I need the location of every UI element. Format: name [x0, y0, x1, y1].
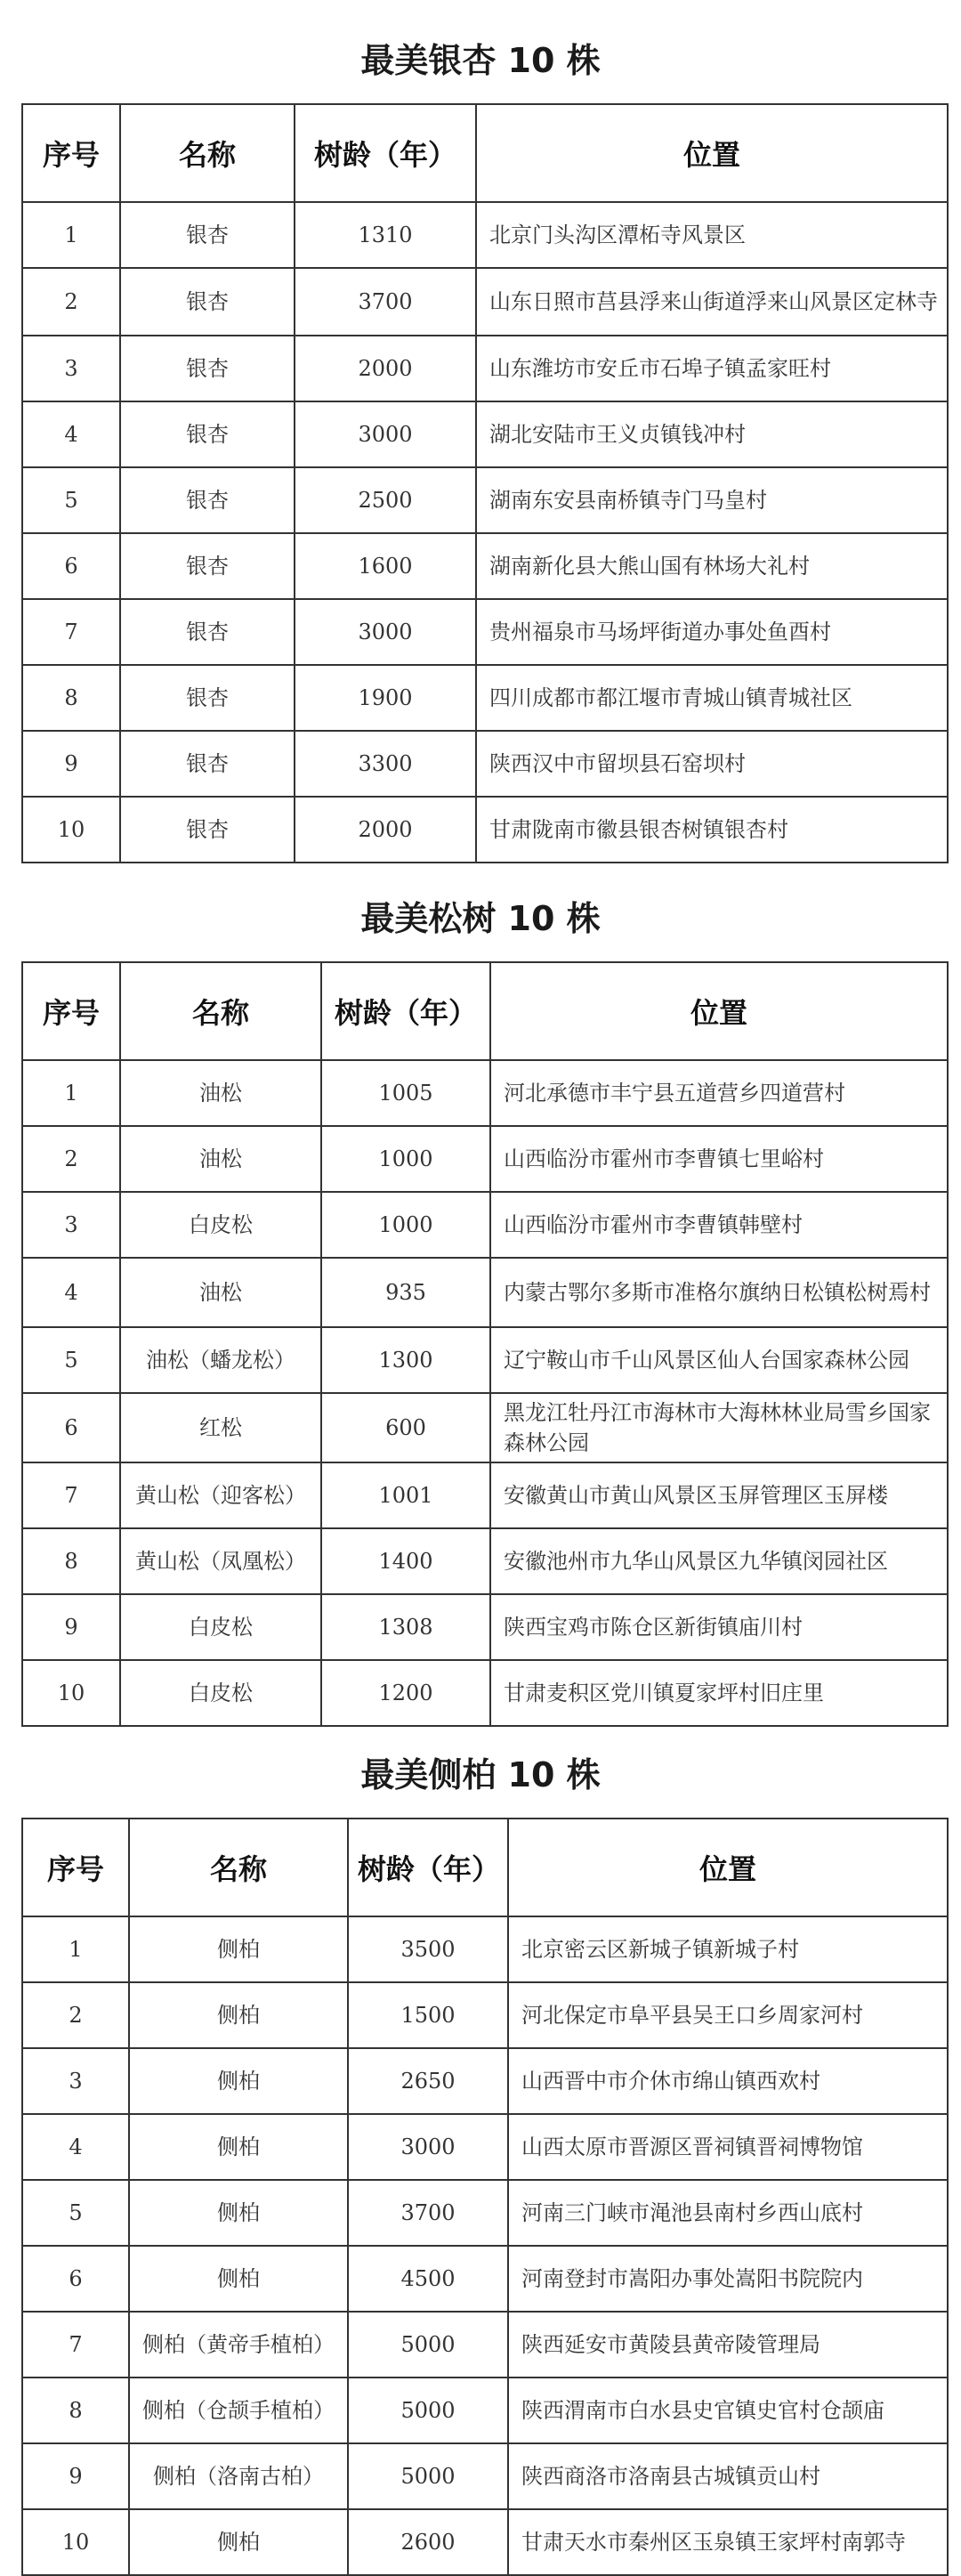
table-row — [22, 2378, 948, 2443]
cell-age: 3300 — [295, 731, 476, 797]
table-row — [22, 2246, 948, 2312]
cell-location: 山西太原市晋源区晋祠镇晋祠博物馆 — [508, 2114, 948, 2180]
section-title: 最美银杏 10 株 — [360, 41, 601, 80]
cell-location: 山西晋中市介休市绵山镇西欢村 — [508, 2048, 948, 2114]
header-name: 名称 — [120, 104, 295, 202]
cell-age: 2650 — [348, 2048, 508, 2114]
platycladus-table — [21, 1818, 949, 2576]
header-index: 序号 — [22, 1819, 129, 1916]
cell-age: 2600 — [348, 2509, 508, 2575]
cell-name: 油松 — [120, 1060, 321, 1126]
cell-name: 侧柏 — [129, 2048, 348, 2114]
table-row — [22, 202, 948, 268]
table-row — [22, 1982, 948, 2048]
table-row — [22, 401, 948, 467]
cell-age: 1001 — [321, 1462, 490, 1528]
table-row — [22, 2312, 948, 2378]
cell-index: 6 — [22, 2246, 129, 2312]
cell-age: 1005 — [321, 1060, 490, 1126]
cell-location: 陕西延安市黄陵县黄帝陵管理局 — [508, 2312, 948, 2378]
header-location: 位置 — [490, 962, 948, 1060]
cell-age: 1200 — [321, 1660, 490, 1726]
cell-index: 4 — [22, 1258, 120, 1327]
cell-index: 9 — [22, 731, 120, 797]
cell-location: 河北保定市阜平县吴王口乡周家河村 — [508, 1982, 948, 2048]
cell-name: 黄山松（凤凰松） — [120, 1528, 321, 1594]
cell-index: 6 — [22, 533, 120, 599]
cell-name: 白皮松 — [120, 1192, 321, 1258]
cell-name: 银杏 — [120, 599, 295, 665]
cell-location: 辽宁鞍山市千山风景区仙人台国家森林公园 — [490, 1327, 948, 1393]
cell-name: 侧柏 — [129, 1982, 348, 2048]
cell-name: 侧柏 — [129, 2180, 348, 2246]
cell-name: 白皮松 — [120, 1660, 321, 1726]
cell-index: 7 — [22, 1462, 120, 1528]
cell-index: 4 — [22, 2114, 129, 2180]
header-location: 位置 — [508, 1819, 948, 1916]
cell-index: 10 — [22, 797, 120, 863]
cell-index: 4 — [22, 401, 120, 467]
cell-name: 油松 — [120, 1258, 321, 1327]
table-row — [22, 1192, 948, 1258]
cell-location: 陕西汉中市留坝县石窑坝村 — [476, 731, 948, 797]
cell-location: 内蒙古鄂尔多斯市准格尔旗纳日松镇松树焉村 — [490, 1258, 948, 1327]
cell-location: 河南登封市嵩阳办事处嵩阳书院院内 — [508, 2246, 948, 2312]
cell-name: 银杏 — [120, 202, 295, 268]
cell-index: 7 — [22, 2312, 129, 2378]
header-age: 树龄（年） — [348, 1819, 508, 1916]
cell-age: 2500 — [295, 467, 476, 533]
cell-name: 银杏 — [120, 533, 295, 599]
cell-age: 1600 — [295, 533, 476, 599]
cell-location: 四川成都市都江堰市青城山镇青城社区 — [476, 665, 948, 731]
cell-location: 甘肃陇南市徽县银杏树镇银杏村 — [476, 797, 948, 863]
cell-name: 白皮松 — [120, 1594, 321, 1660]
section-title: 最美松树 10 株 — [360, 899, 601, 938]
cell-age: 3700 — [295, 268, 476, 336]
cell-location: 山西临汾市霍州市李曹镇七里峪村 — [490, 1126, 948, 1192]
cell-name: 银杏 — [120, 401, 295, 467]
cell-index: 7 — [22, 599, 120, 665]
cell-location: 黑龙江牡丹江市海林市大海林林业局雪乡国家森林公园 — [490, 1393, 948, 1462]
cell-age: 3000 — [295, 599, 476, 665]
table-row — [22, 533, 948, 599]
cell-location: 山东日照市莒县浮来山街道浮来山风景区定林寺 — [476, 268, 948, 336]
cell-index: 1 — [22, 1060, 120, 1126]
cell-index: 8 — [22, 2378, 129, 2443]
table-header-row — [22, 962, 948, 1060]
cell-location: 陕西渭南市白水县史官镇史官村仓颉庙 — [508, 2378, 948, 2443]
cell-index: 1 — [22, 202, 120, 268]
cell-age: 3000 — [348, 2114, 508, 2180]
table-row — [22, 268, 948, 336]
cell-name: 银杏 — [120, 665, 295, 731]
cell-age: 1308 — [321, 1594, 490, 1660]
cell-index: 3 — [22, 336, 120, 401]
table-row — [22, 1462, 948, 1528]
table-header-row — [22, 1819, 948, 1916]
table-row — [22, 2114, 948, 2180]
cell-name: 侧柏 — [129, 1916, 348, 1982]
cell-index: 9 — [22, 2443, 129, 2509]
cell-index: 5 — [22, 1327, 120, 1393]
cell-index: 1 — [22, 1916, 129, 1982]
header-index: 序号 — [22, 104, 120, 202]
header-age: 树龄（年） — [321, 962, 490, 1060]
cell-index: 2 — [22, 268, 120, 336]
table-row — [22, 2048, 948, 2114]
cell-location: 湖北安陆市王义贞镇钱冲村 — [476, 401, 948, 467]
cell-name: 银杏 — [120, 336, 295, 401]
cell-location: 北京密云区新城子镇新城子村 — [508, 1916, 948, 1982]
cell-name: 银杏 — [120, 268, 295, 336]
cell-name: 银杏 — [120, 731, 295, 797]
table-row — [22, 1126, 948, 1192]
table-row — [22, 1594, 948, 1660]
cell-age: 1310 — [295, 202, 476, 268]
table-row — [22, 1660, 948, 1726]
cell-age: 1500 — [348, 1982, 508, 2048]
cell-location: 北京门头沟区潭柘寺风景区 — [476, 202, 948, 268]
cell-age: 1000 — [321, 1126, 490, 1192]
cell-index: 6 — [22, 1393, 120, 1462]
cell-location: 贵州福泉市马场坪街道办事处鱼酉村 — [476, 599, 948, 665]
cell-index: 8 — [22, 1528, 120, 1594]
cell-name: 侧柏 — [129, 2509, 348, 2575]
cell-age: 1400 — [321, 1528, 490, 1594]
header-location: 位置 — [476, 104, 948, 202]
cell-age: 2000 — [295, 336, 476, 401]
table-row — [22, 665, 948, 731]
cell-name: 红松 — [120, 1393, 321, 1462]
cell-location: 安徽黄山市黄山风景区玉屏管理区玉屏楼 — [490, 1462, 948, 1528]
table-row — [22, 599, 948, 665]
cell-age: 4500 — [348, 2246, 508, 2312]
table-row — [22, 2443, 948, 2509]
cell-index: 5 — [22, 467, 120, 533]
table-header-row — [22, 104, 948, 202]
cell-name: 侧柏（黄帝手植柏） — [129, 2312, 348, 2378]
ginkgo-table — [21, 103, 949, 863]
cell-name: 银杏 — [120, 467, 295, 533]
table-row — [22, 1528, 948, 1594]
header-age: 树龄（年） — [295, 104, 476, 202]
pine-table — [21, 961, 949, 1727]
table-row — [22, 797, 948, 863]
table-row — [22, 2180, 948, 2246]
cell-location: 河南三门峡市渑池县南村乡西山底村 — [508, 2180, 948, 2246]
cell-age: 1900 — [295, 665, 476, 731]
cell-name: 侧柏（仓颉手植柏） — [129, 2378, 348, 2443]
cell-name: 油松 — [120, 1126, 321, 1192]
cell-location: 湖南新化县大熊山国有林场大礼村 — [476, 533, 948, 599]
cell-location: 山东潍坊市安丘市石埠子镇孟家旺村 — [476, 336, 948, 401]
header-name: 名称 — [129, 1819, 348, 1916]
table-row — [22, 467, 948, 533]
table-row — [22, 1060, 948, 1126]
cell-name: 银杏 — [120, 797, 295, 863]
cell-index: 2 — [22, 1982, 129, 2048]
table-row — [22, 1258, 948, 1327]
cell-index: 9 — [22, 1594, 120, 1660]
cell-age: 935 — [321, 1258, 490, 1327]
cell-index: 3 — [22, 1192, 120, 1258]
cell-location: 陕西商洛市洛南县古城镇贡山村 — [508, 2443, 948, 2509]
cell-location: 陕西宝鸡市陈仓区新街镇庙川村 — [490, 1594, 948, 1660]
cell-index: 2 — [22, 1126, 120, 1192]
cell-age: 5000 — [348, 2378, 508, 2443]
cell-location: 河北承德市丰宁县五道营乡四道营村 — [490, 1060, 948, 1126]
table-row — [22, 336, 948, 401]
cell-age: 1300 — [321, 1327, 490, 1393]
cell-age: 3700 — [348, 2180, 508, 2246]
cell-age: 2000 — [295, 797, 476, 863]
header-name: 名称 — [120, 962, 321, 1060]
cell-age: 1000 — [321, 1192, 490, 1258]
table-row — [22, 1393, 948, 1462]
section-title: 最美侧柏 10 株 — [360, 1755, 601, 1794]
header-index: 序号 — [22, 962, 120, 1060]
cell-index: 10 — [22, 1660, 120, 1726]
cell-location: 甘肃天水市秦州区玉泉镇王家坪村南郭寺 — [508, 2509, 948, 2575]
cell-name: 侧柏 — [129, 2246, 348, 2312]
cell-age: 3500 — [348, 1916, 508, 1982]
cell-age: 5000 — [348, 2312, 508, 2378]
cell-name: 黄山松（迎客松） — [120, 1462, 321, 1528]
cell-age: 5000 — [348, 2443, 508, 2509]
cell-location: 山西临汾市霍州市李曹镇韩壁村 — [490, 1192, 948, 1258]
cell-name: 油松（蟠龙松） — [120, 1327, 321, 1393]
table-row — [22, 1916, 948, 1982]
table-row — [22, 1327, 948, 1393]
cell-index: 5 — [22, 2180, 129, 2246]
cell-name: 侧柏 — [129, 2114, 348, 2180]
cell-age: 3000 — [295, 401, 476, 467]
table-row — [22, 731, 948, 797]
cell-index: 3 — [22, 2048, 129, 2114]
cell-name: 侧柏（洛南古柏） — [129, 2443, 348, 2509]
cell-location: 安徽池州市九华山风景区九华镇闵园社区 — [490, 1528, 948, 1594]
cell-age: 600 — [321, 1393, 490, 1462]
cell-index: 10 — [22, 2509, 129, 2575]
cell-location: 湖南东安县南桥镇寺门马皇村 — [476, 467, 948, 533]
cell-location: 甘肃麦积区党川镇夏家坪村旧庄里 — [490, 1660, 948, 1726]
cell-index: 8 — [22, 665, 120, 731]
